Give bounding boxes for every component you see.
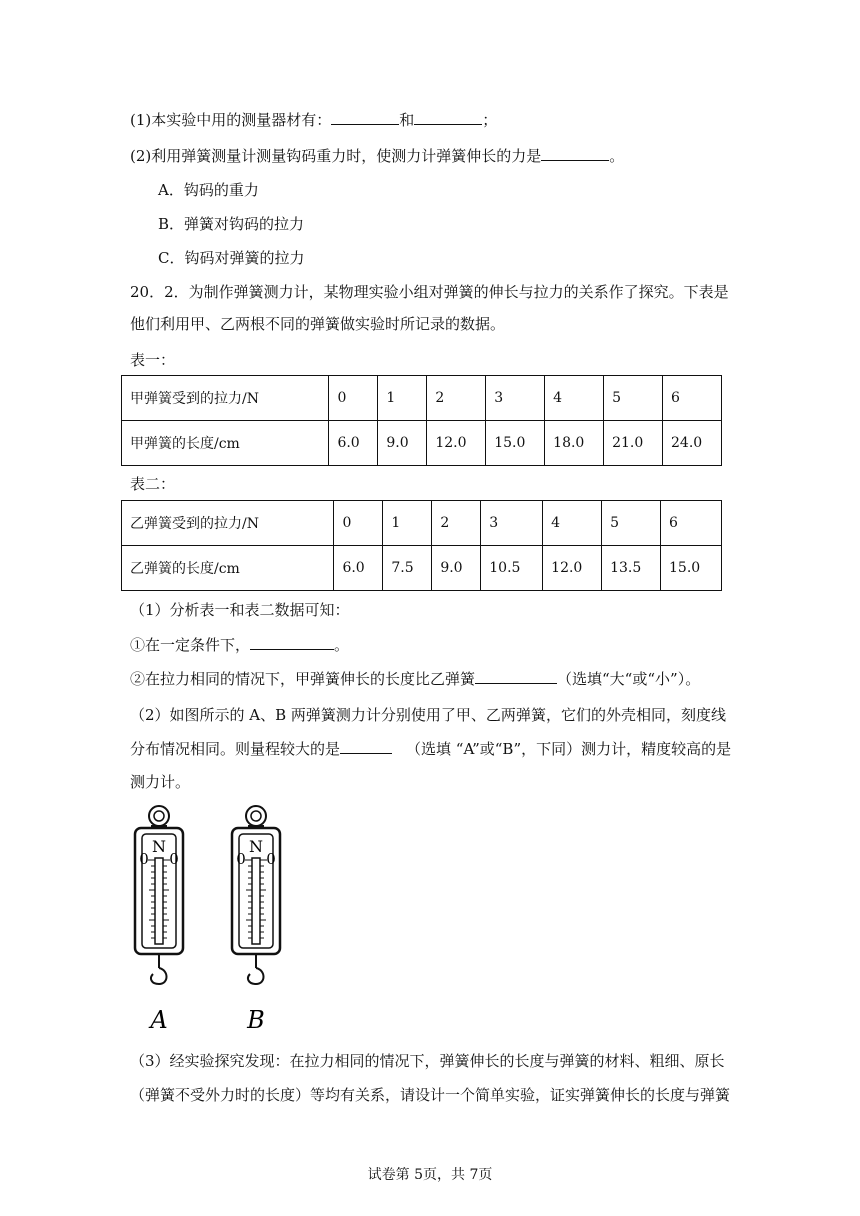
table-cell: 15.0	[486, 421, 545, 466]
table-cell: 0	[329, 376, 378, 421]
row-header: 乙弹簧受到的拉力/N	[122, 501, 334, 546]
row-header: 甲弹簧受到的拉力/N	[122, 376, 329, 421]
spring-scale-figure	[125, 800, 305, 1040]
spring-scale-a	[135, 806, 183, 984]
option-b: B．弹簧对钩码的拉力	[158, 215, 305, 233]
table1-label: 表一：	[130, 351, 176, 369]
page-footer: 试卷第 5页，共 7页	[367, 1167, 493, 1183]
q20-sub1b-end: （选填“大“或“小”）。	[557, 670, 701, 688]
q19-part2	[130, 146, 624, 166]
caption-a: A	[150, 1006, 168, 1034]
table-cell: 6	[663, 376, 722, 421]
table-cell: 18.0	[545, 421, 604, 466]
zero-label-right: 0	[266, 850, 276, 868]
zero-label-left: 0	[139, 850, 149, 868]
table-row	[122, 501, 722, 546]
q20-intro-line1: 20．2．为制作弹簧测力计，某物理实验小组对弹簧的伸长与拉力的关系作了探究。下表是	[130, 283, 729, 301]
table-cell: 24.0	[663, 421, 722, 466]
zero-label-right: 0	[169, 850, 179, 868]
option-a: A．钩码的重力	[158, 181, 259, 199]
row-header: 甲弹簧的长度/cm	[122, 421, 329, 466]
q19-part1-text: (1)本实验中用的测量器材有：	[130, 111, 332, 129]
table-row	[122, 421, 722, 466]
table-cell: 5	[602, 501, 661, 546]
q20-sub2-line2	[130, 739, 731, 759]
q20-sub3-line2: （弹簧不受外力时的长度）等均有关系，请设计一个简单实验，证实弹簧伸长的长度与弹簧	[130, 1086, 731, 1104]
zero-label-left: 0	[236, 850, 246, 868]
table-cell: 13.5	[602, 546, 661, 591]
table-row	[122, 546, 722, 591]
table-cell: 6	[661, 501, 722, 546]
answer-blank[interactable]	[541, 146, 609, 161]
q19-part1	[130, 110, 497, 130]
answer-blank[interactable]	[414, 110, 482, 125]
table-cell: 5	[604, 376, 663, 421]
table-cell: 9.0	[432, 546, 481, 591]
q20-sub2-line1: （2）如图所示的 A、B 两弹簧测力计分别使用了甲、乙两弹簧，它们的外壳相同，刻度线	[130, 706, 726, 724]
table-cell: 6.0	[334, 546, 383, 591]
q20-sub1: （1）分析表一和表二数据可知：	[130, 601, 350, 619]
table-row	[122, 376, 722, 421]
q20-sub1a	[130, 635, 349, 655]
q19-part2-text: (2)利用弹簧测量计测量钩码重力时，使测力计弹簧伸长的力是	[130, 147, 542, 165]
table-cell: 2	[427, 376, 486, 421]
table-cell: 21.0	[604, 421, 663, 466]
q20-sub1b-text: ②在拉力相同的情况下，甲弹簧伸长的长度比乙弹簧	[130, 670, 476, 688]
table-cell: 4	[545, 376, 604, 421]
table-1	[121, 375, 722, 466]
table-cell: 7.5	[383, 546, 432, 591]
q20-sub1a-end: 。	[334, 636, 350, 654]
scale-letter: N	[152, 837, 166, 856]
table-cell: 0	[334, 501, 383, 546]
table-2	[121, 500, 722, 591]
q20-sub1b	[130, 669, 700, 689]
table-cell: 1	[378, 376, 427, 421]
answer-blank[interactable]	[475, 669, 557, 684]
answer-blank[interactable]	[340, 739, 392, 754]
table-cell: 6.0	[329, 421, 378, 466]
q20-sub1a-text: ①在一定条件下，	[130, 636, 251, 654]
answer-blank[interactable]	[250, 635, 334, 650]
table-cell: 4	[543, 501, 602, 546]
table-cell: 12.0	[543, 546, 602, 591]
table-cell: 2	[432, 501, 481, 546]
table-cell: 10.5	[481, 546, 543, 591]
caption-b: B	[247, 1006, 265, 1034]
table-cell: 3	[481, 501, 543, 546]
table-cell: 3	[486, 376, 545, 421]
table-cell: 12.0	[427, 421, 486, 466]
q20-intro-line2: 他们利用甲、乙两根不同的弹簧做实验时所记录的数据。	[130, 315, 506, 333]
row-header: 乙弹簧的长度/cm	[122, 546, 334, 591]
spring-scale-b	[232, 806, 280, 984]
option-c: C．钩码对弹簧的拉力	[158, 249, 305, 267]
table-cell: 15.0	[661, 546, 722, 591]
q20-sub3-line1: （3）经实验探究发现：在拉力相同的情况下，弹簧伸长的长度与弹簧的材料、粗细、原长	[130, 1052, 725, 1070]
answer-blank[interactable]	[331, 110, 399, 125]
table2-label: 表二：	[130, 475, 176, 493]
q20-sub2-line2-end: （选填 “A”或“B”，下同）测力计，精度较高的是	[406, 740, 732, 758]
q19-part1-and: 和	[399, 111, 415, 129]
scale-letter: N	[249, 837, 263, 856]
table-cell: 9.0	[378, 421, 427, 466]
table-cell: 1	[383, 501, 432, 546]
q19-part1-end: ；	[482, 111, 498, 129]
q19-part2-end: 。	[609, 147, 625, 165]
q20-sub2-line3: 测力计。	[130, 773, 191, 791]
q20-sub2-line2-text: 分布情况相同。则量程较大的是	[130, 740, 341, 758]
